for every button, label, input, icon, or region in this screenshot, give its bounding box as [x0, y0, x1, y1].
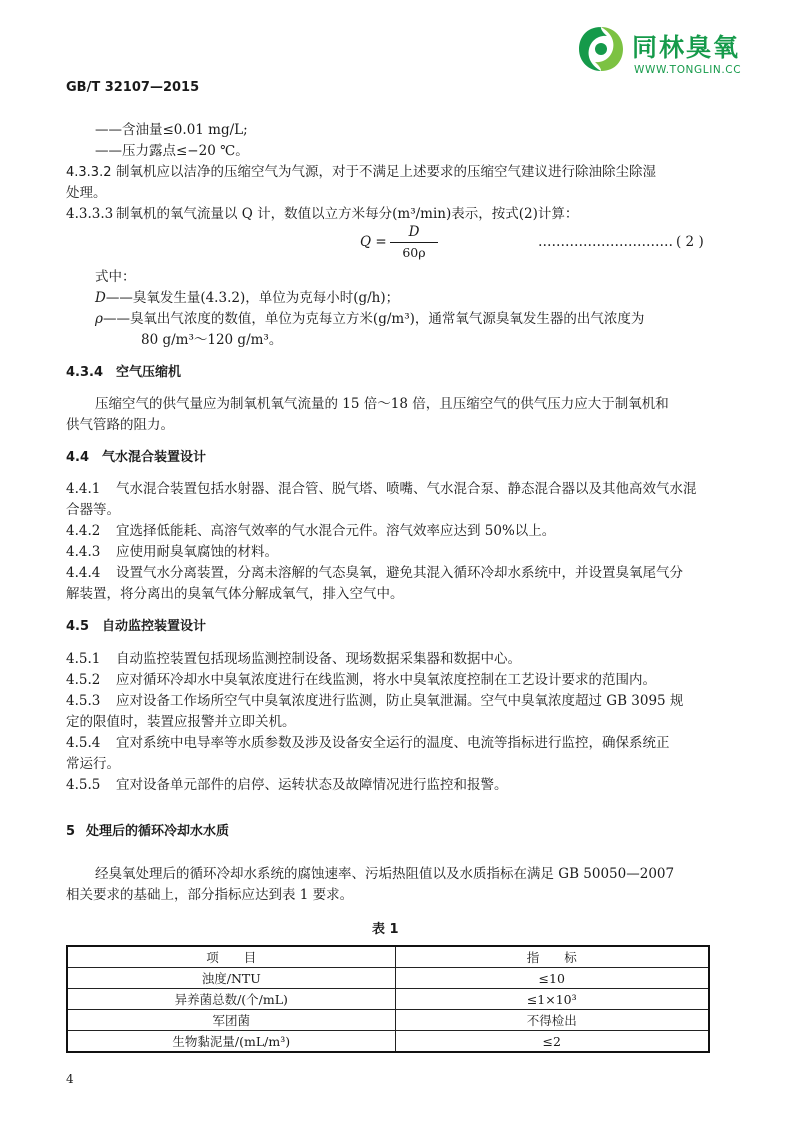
table-cell: 生物黏泥量/(mL/m³): [67, 1031, 395, 1053]
table-header-cell: 指 标: [395, 946, 709, 968]
clause-number: 4.5.3: [66, 693, 101, 709]
heading-number: 4.5: [66, 619, 90, 634]
symbol: ρ: [95, 311, 103, 327]
paragraph-line: 经臭氧处理后的循环冷却水系统的腐蚀速率、污垢热阻值以及水质指标在满足 GB 50050—2007: [95, 866, 675, 882]
definition-continued: 80 g/m³～120 g/m³。: [141, 332, 283, 348]
text-line: 处理。: [66, 185, 107, 201]
clause-text: 宜对系统中电导率等水质参数及涉及设备安全运行的温度、电流等指标进行监控，确保系统正: [116, 735, 670, 751]
clause-text: 宜对设备单元部件的启停、运转状态及故障情况进行监控和报警。: [116, 777, 508, 793]
table-cell: 浊度/NTU: [67, 968, 395, 989]
table-cell: 异养菌总数/(个/mL): [67, 989, 395, 1010]
clause-number: 4.4.2: [66, 523, 101, 539]
table-cell: ≤1×10³: [395, 989, 709, 1010]
definition: ——臭氧出气浓度的数值，单位为克每立方米(g/m³)，通常氧气源臭氧发生器的出气浓度为: [102, 311, 645, 327]
text-line: ——压力露点≤−20 ℃。: [95, 143, 249, 159]
clause-4-5-3: [66, 689, 683, 709]
clause-text: 宜选择低能耗、高溶气效率的气水混合元件。溶气效率应达到 50%以上。: [116, 523, 556, 539]
clause-4-4-1: [66, 477, 697, 497]
clause-continued: 定的限值时，装置应报警并立即关机。: [66, 714, 296, 730]
heading-number: 5: [66, 824, 76, 839]
clause-4-4-2: [66, 519, 555, 539]
clause-text: 应对设备工作场所空气中臭氧浓度进行监测，防止臭氧泄漏。空气中臭氧浓度超过 GB 3095 规: [116, 693, 684, 709]
table-1: [66, 945, 710, 1053]
clause-text: 制氧机的氧气流量以 Q 计，数值以立方米每分(m³/min)表示，按式(2)计算：: [116, 206, 579, 222]
table-cell: ≤2: [395, 1031, 709, 1053]
paragraph-line: 供气管路的阻力。: [66, 417, 174, 433]
clause-4-4-3: [66, 540, 278, 560]
clause-number: 4.5.4: [66, 735, 101, 751]
clause-continued: 合器等。: [66, 502, 120, 518]
where-item-d: [95, 286, 399, 306]
formula-number: ( 2 ): [676, 234, 704, 250]
formula-fraction: [390, 224, 438, 260]
clause-number: 4.5.1: [66, 651, 101, 667]
clause-text: 气水混合装置包括水射器、混合管、脱气塔、喷嘴、气水混合泵、静态混合器以及其他高效气水混: [116, 481, 697, 497]
table-cell: ≤10: [395, 968, 709, 989]
table-header-cell: 项 目: [67, 946, 395, 968]
table-row: [67, 968, 709, 989]
section-heading-4-4: [66, 446, 206, 465]
formula-lhs: Q =: [360, 234, 387, 250]
clause-4-3-3-3: [66, 202, 578, 222]
clause-4-3-3-2: [66, 160, 656, 180]
fraction-bar: [390, 242, 438, 243]
heading-title: 空气压缩机: [116, 365, 182, 380]
clause-4-5-5: [66, 773, 508, 793]
logo-url: WWW.TONGLIN.CC: [634, 64, 742, 76]
paragraph-line: 压缩空气的供气量应为制氧机氧气流量的 15 倍～18 倍，且压缩空气的供气压力应大于制氧机和: [95, 396, 669, 412]
paragraph-line: 相关要求的基础上，部分指标应达到表 1 要求。: [66, 887, 354, 903]
formula-numerator: D: [408, 224, 420, 240]
section-heading-4-5: [66, 615, 206, 634]
company-logo: [576, 22, 776, 82]
heading-number: 4.3.4: [66, 365, 104, 380]
clause-number: 4.3.3.2: [66, 165, 112, 180]
table-row: [67, 989, 709, 1010]
clause-continued: 解装置，将分离出的臭氧气体分解成氧气，排入空气中。: [66, 586, 404, 602]
logo-name: 同林臭氧: [632, 33, 741, 62]
clause-number: 4.5.2: [66, 672, 101, 688]
definition: ——臭氧发生量(4.3.2)，单位为克每小时(g/h)；: [105, 290, 400, 306]
clause-number: 4.5.5: [66, 777, 101, 793]
clause-text: 应使用耐臭氧腐蚀的材料。: [116, 544, 278, 560]
heading-number: 4.4: [66, 450, 90, 465]
clause-number: 4.4.1: [66, 481, 101, 497]
formula-leader-dots: …………………………: [538, 234, 673, 250]
clause-4-5-1: [66, 647, 521, 667]
table-row: [67, 1010, 709, 1031]
page-number: 4: [66, 1072, 74, 1086]
standard-number: GB/T 32107—2015: [66, 80, 200, 95]
clause-number: 4.4.4: [66, 565, 101, 581]
clause-text: 制氧机应以洁净的压缩空气为气源，对于不满足上述要求的压缩空气建议进行除油除尘除湿: [116, 164, 656, 180]
swirl-leaf-icon: [576, 24, 626, 74]
clause-number: 4.4.3: [66, 544, 101, 560]
where-item-rho: [95, 307, 644, 327]
heading-title: 自动监控装置设计: [102, 619, 207, 634]
table-row: [67, 1031, 709, 1053]
section-heading-4-3-4: [66, 361, 181, 380]
table-cell: 军团菌: [67, 1010, 395, 1031]
clause-4-4-4: [66, 561, 683, 581]
clause-4-5-2: [66, 668, 656, 688]
clause-continued: 常运行。: [66, 756, 120, 772]
heading-title: 处理后的循环冷却水水质: [86, 824, 230, 839]
chapter-heading-5: [66, 820, 229, 839]
clause-text: 自动监控装置包括现场监测控制设备、现场数据采集器和数据中心。: [116, 651, 521, 667]
clause-text: 设置气水分离装置，分离未溶解的气态臭氧，避免其混入循环冷却水系统中，并设置臭氧尾气分: [116, 565, 683, 581]
clause-4-5-4: [66, 731, 670, 751]
table-header-row: [67, 946, 709, 968]
heading-title: 气水混合装置设计: [102, 450, 207, 465]
formula-denominator: 60ρ: [402, 245, 426, 260]
table-caption: 表 1: [372, 922, 399, 937]
clause-text: 应对循环冷却水中臭氧浓度进行在线监测，将水中臭氧浓度控制在工艺设计要求的范围内。: [116, 672, 656, 688]
text-line: ——含油量≤0.01 mg/L;: [95, 122, 248, 138]
table-cell: 不得检出: [395, 1010, 709, 1031]
clause-number: 4.3.3.3: [66, 206, 114, 222]
where-label: 式中：: [95, 269, 136, 285]
symbol: D: [95, 290, 106, 306]
